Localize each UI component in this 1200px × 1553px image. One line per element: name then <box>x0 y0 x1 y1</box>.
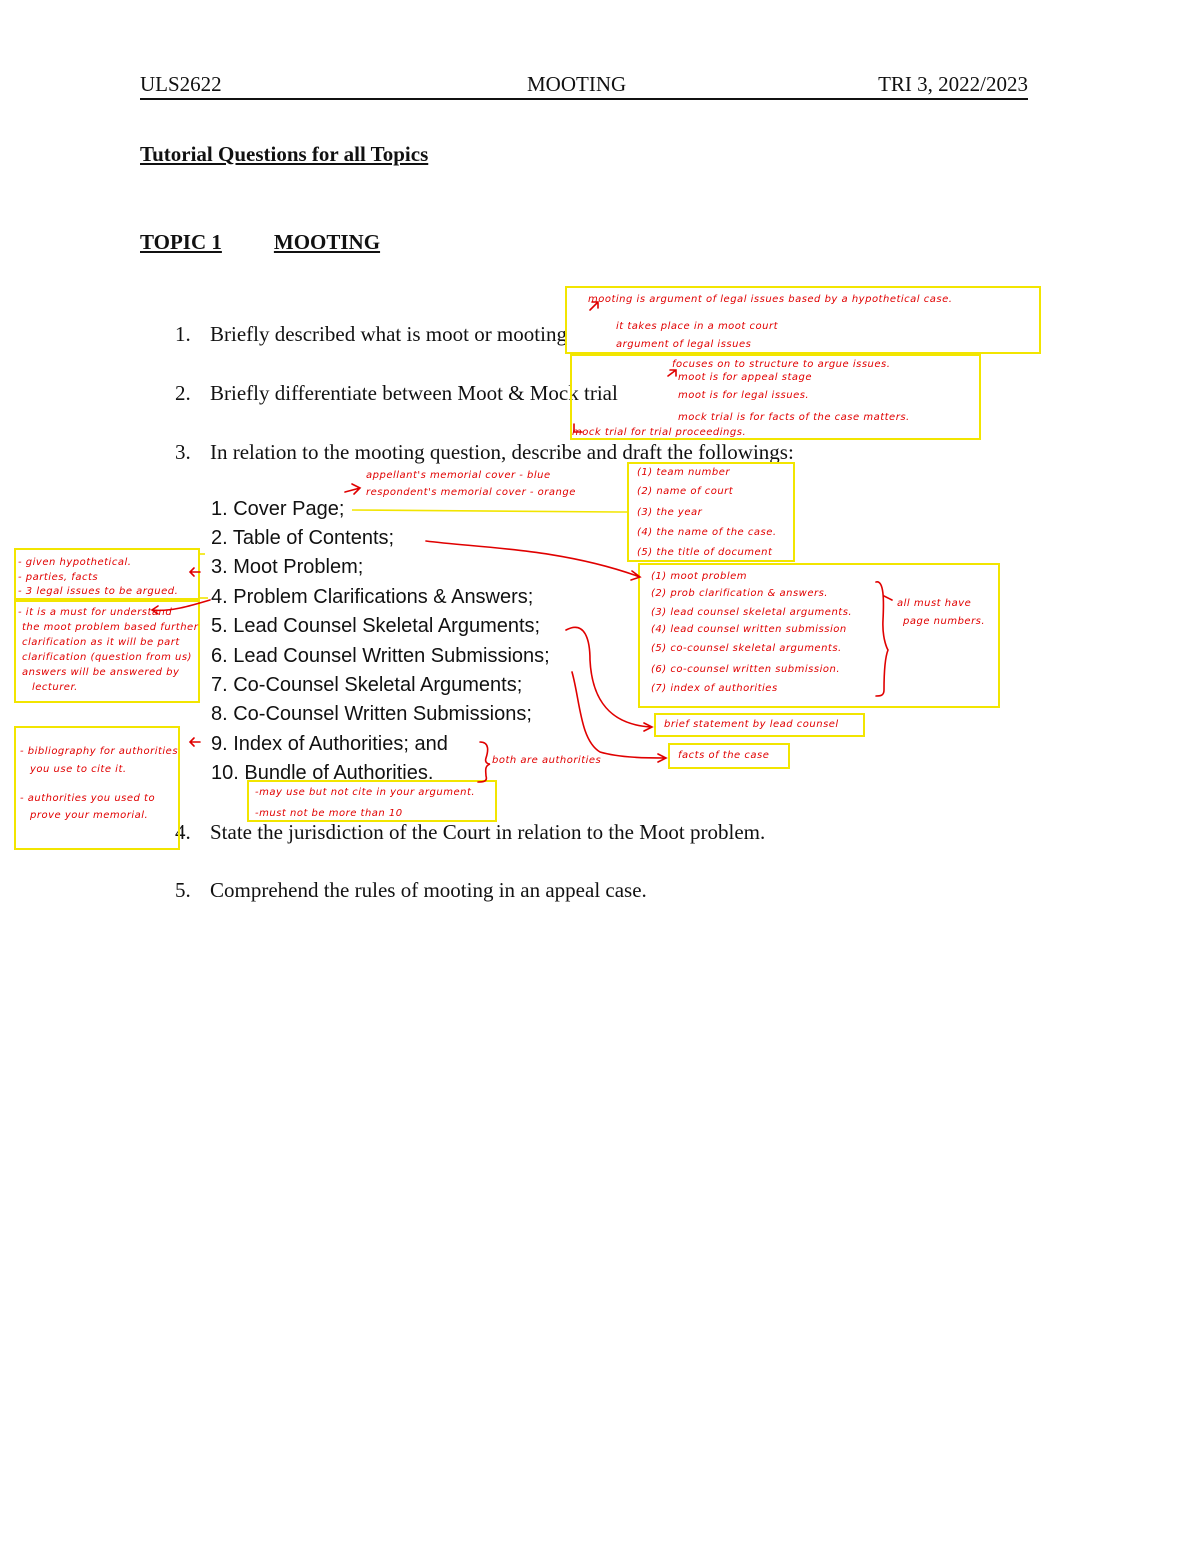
sub-item: 3. Moot Problem; <box>211 556 364 578</box>
note-text: - authorities you used to <box>20 793 156 804</box>
note-text: - bibliography for authorities <box>20 746 179 757</box>
note-text: (7) index of authorities <box>651 683 778 694</box>
note-text: the moot problem based further <box>22 622 199 633</box>
note-text: (4) lead counsel written submission <box>651 624 847 635</box>
note-text: mock trial is for facts of the case matters. <box>678 412 910 423</box>
note-text: - 3 legal issues to be argued. <box>18 586 179 597</box>
arrow-icon <box>190 738 200 746</box>
note-text: it takes place in a moot court <box>616 321 779 332</box>
note-text: focuses on to structure to argue issues. <box>672 359 891 370</box>
note-text: moot is for legal issues. <box>678 390 810 401</box>
brace-icon <box>478 742 490 782</box>
sub-item: 4. Problem Clarifications & Answers; <box>211 586 534 608</box>
sub-item: 6. Lead Counsel Written Submissions; <box>211 645 550 667</box>
connector-line <box>352 510 628 512</box>
note-text: you use to cite it. <box>30 764 127 775</box>
question-number: 4. <box>175 820 191 844</box>
note-text: (4) the name of the case. <box>637 527 777 538</box>
topic-label: TOPIC 1 <box>140 230 222 254</box>
question-text: State the jurisdiction of the Court in relation to the Moot problem. <box>210 820 766 844</box>
question-text: Briefly differentiate between Moot & Mock trial <box>210 381 618 405</box>
question-number: 3. <box>175 440 191 464</box>
note-text: (1) moot problem <box>651 571 748 582</box>
arrow-icon <box>590 302 598 310</box>
question-text: Comprehend the rules of mooting in an appeal case. <box>210 878 647 902</box>
note-text: facts of the case <box>678 750 770 761</box>
arrow-icon <box>190 568 200 576</box>
arrow-icon <box>345 484 360 494</box>
brace-icon <box>876 582 888 696</box>
arrow-icon <box>574 424 582 432</box>
note-text: mooting is argument of legal issues based by a hypothetical case. <box>588 294 953 305</box>
arrow-icon <box>572 672 666 762</box>
note-text: prove your memorial. <box>30 810 149 821</box>
note-text: (2) prob clarification & answers. <box>651 588 828 599</box>
sub-item: 9. Index of Authorities; and <box>211 733 448 755</box>
note-text: clarification as it will be part <box>22 637 180 648</box>
term-label: TRI 3, 2022/2023 <box>878 72 1028 96</box>
note-text: lecturer. <box>32 682 78 693</box>
note-text: all must have <box>897 598 972 609</box>
note-text: (1) team number <box>637 467 730 478</box>
note-text: (2) name of court <box>637 486 734 497</box>
note-text: mock trial for trial proceedings. <box>572 427 747 438</box>
note-text: -may use but not cite in your argument. <box>255 787 476 798</box>
note-text: (5) the title of document <box>637 547 773 558</box>
note-text: (6) co-counsel written submission. <box>651 664 841 675</box>
sub-item: 10. Bundle of Authorities. <box>211 762 434 784</box>
arrow-icon <box>566 627 652 731</box>
course-name: MOOTING <box>527 72 627 96</box>
note-text: moot is for appeal stage <box>678 372 812 383</box>
question-text: In relation to the mooting question, describe and draft the followings: <box>210 440 794 464</box>
note-text: -must not be more than 10 <box>255 808 403 819</box>
course-code: ULS2622 <box>140 72 222 96</box>
note-text: appellant's memorial cover - blue <box>366 470 551 481</box>
arrow-icon <box>152 600 210 614</box>
note-text: - it is a must for understand <box>18 607 173 618</box>
note-text: brief statement by lead counsel <box>664 719 839 730</box>
question-number: 5. <box>175 878 191 902</box>
note-text: respondent's memorial cover - orange <box>366 487 576 498</box>
note-text: (5) co-counsel skeletal arguments. <box>651 643 842 654</box>
document-title: Tutorial Questions for all Topics <box>140 142 429 166</box>
sub-item: 2. Table of Contents; <box>211 527 395 549</box>
note-text: clarification (question from us) <box>22 652 192 663</box>
note-text: page numbers. <box>903 616 986 627</box>
note-text: answers will be answered by <box>22 667 180 678</box>
sub-item: 5. Lead Counsel Skeletal Arguments; <box>211 615 541 637</box>
note-text: (3) the year <box>637 507 703 518</box>
arrow-icon <box>426 541 640 580</box>
note-text: (3) lead counsel skeletal arguments. <box>651 607 853 618</box>
question-number: 1. <box>175 322 191 346</box>
sub-item: 7. Co-Counsel Skeletal Arguments; <box>211 674 523 696</box>
topic-name: MOOTING <box>273 230 381 254</box>
sub-item: 1. Cover Page; <box>211 498 345 520</box>
note-text: argument of legal issues <box>616 339 752 350</box>
question-text: Briefly described what is moot or mooting <box>210 322 567 346</box>
note-text: - given hypothetical. <box>18 557 132 568</box>
sub-item: 8. Co-Counsel Written Submissions; <box>211 703 532 725</box>
arrow-icon <box>668 370 676 376</box>
question-number: 2. <box>175 381 191 405</box>
note-text: both are authorities <box>492 755 602 766</box>
note-text: - parties, facts <box>18 572 99 583</box>
